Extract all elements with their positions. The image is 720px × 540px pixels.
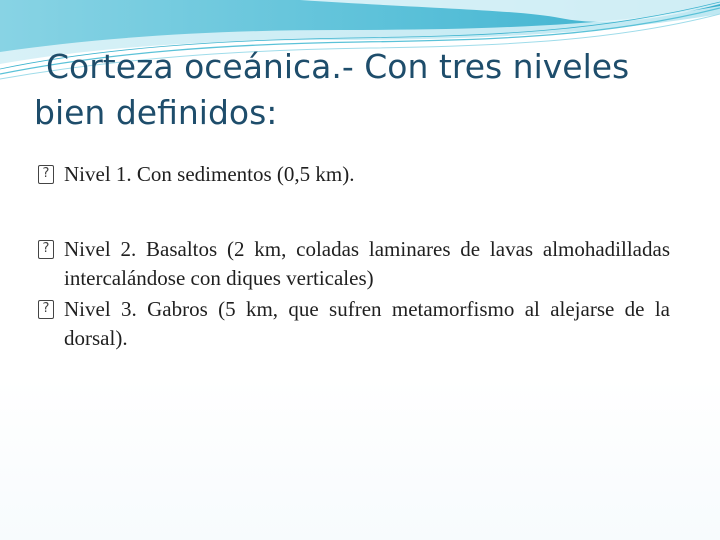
- bullet-item-nivel-2: [34, 235, 670, 293]
- bullet-list: [34, 160, 670, 353]
- bullet-text: Nivel 1. Con sedimentos (0,5 km).: [64, 162, 355, 186]
- bullet-item-nivel-1: [34, 160, 670, 189]
- bullet-text: Nivel 3. Gabros (5 km, que sufren metamorfismo al alejarse de la dorsal).: [64, 297, 670, 350]
- bullet-text: Nivel 2. Basaltos (2 km, coladas laminares de lavas almohadilladas intercalándose con diques verticales): [64, 237, 670, 290]
- missing-glyph-box-icon: [38, 300, 54, 319]
- missing-glyph-box-icon: [38, 240, 54, 259]
- slide-title: Corteza oceánica.- Con tres niveles bien definidos:: [34, 47, 630, 132]
- bullet-item-nivel-3: [34, 295, 670, 353]
- missing-glyph-box-icon: [38, 165, 54, 184]
